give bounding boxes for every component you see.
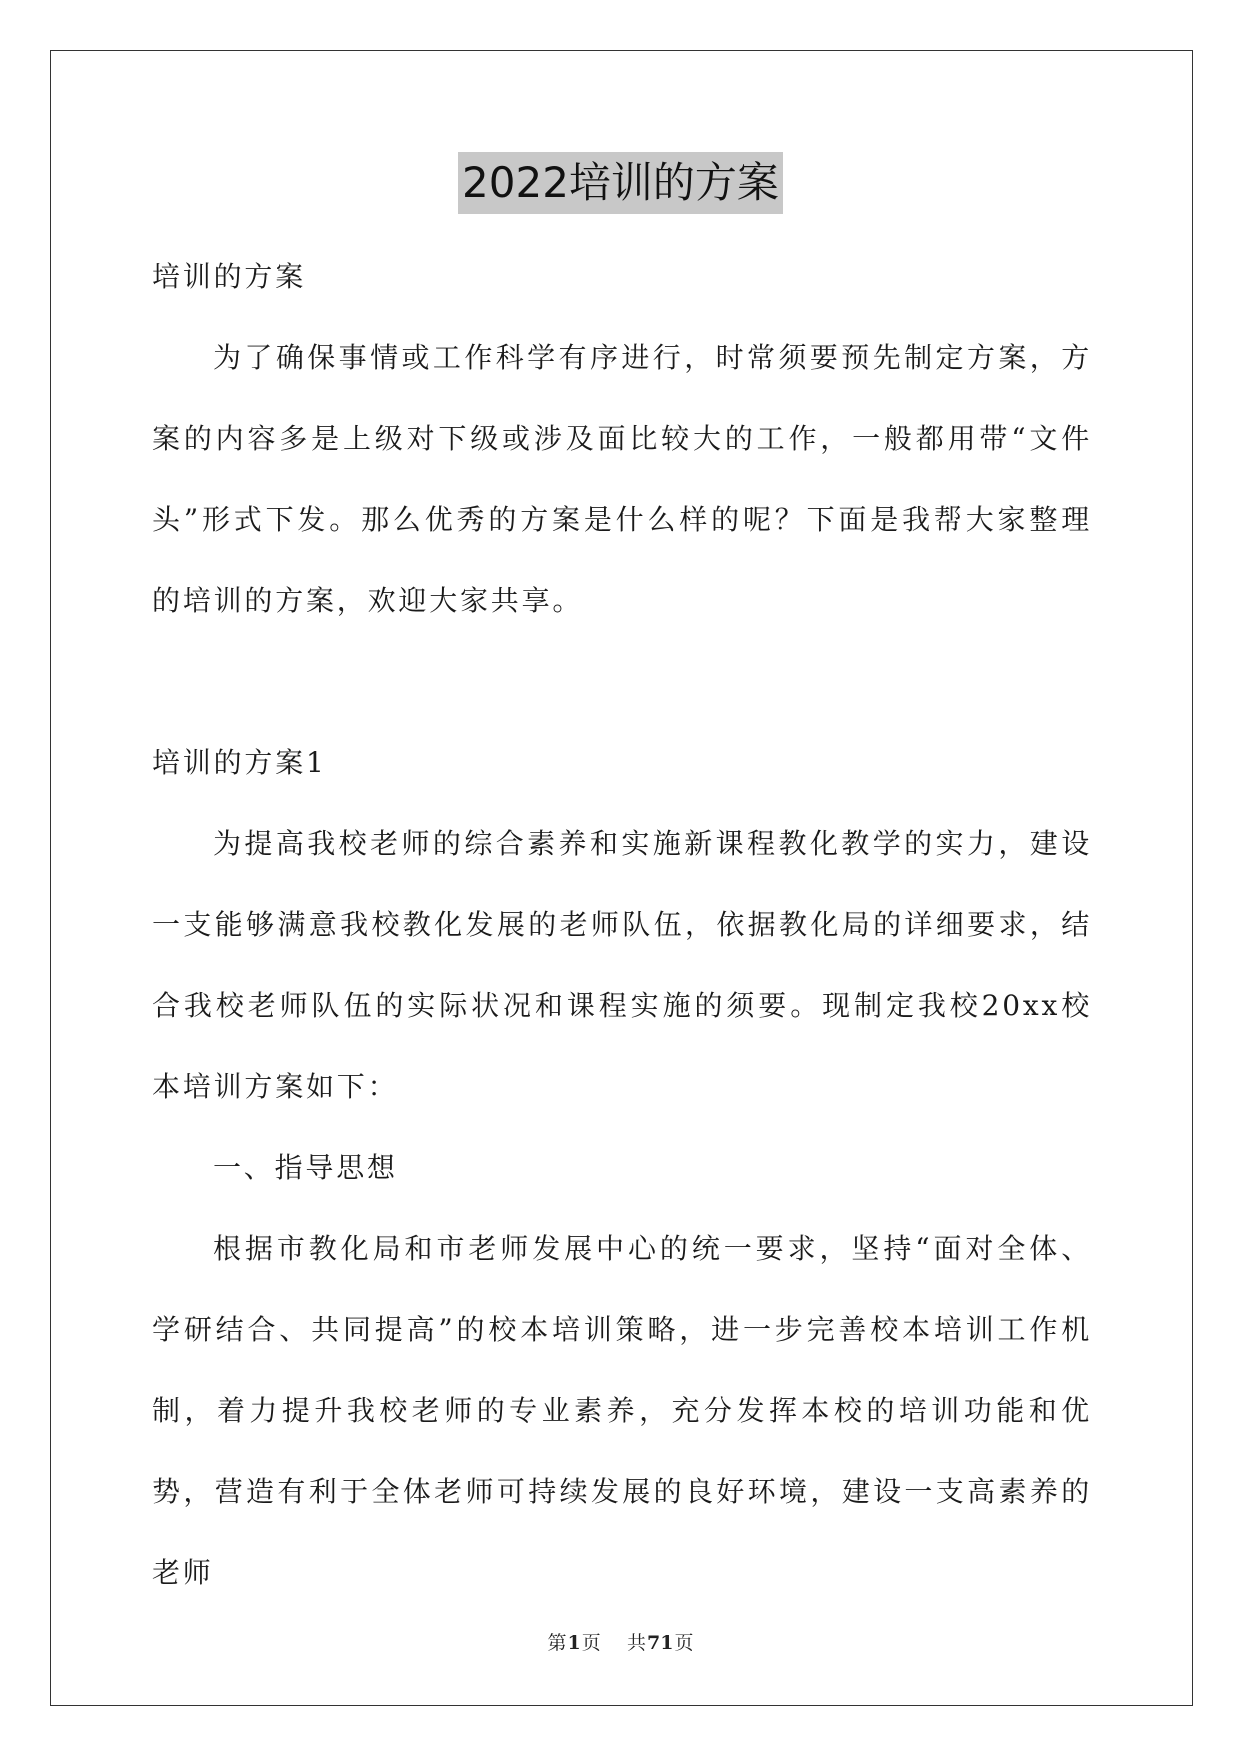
page-number: 1 — [567, 1632, 581, 1654]
total-prefix: 共 — [626, 1632, 646, 1654]
body-paragraph: 根据市教化局和市老师发展中心的统一要求，坚持“面对全体、学研结合、共同提高”的校本培训策略，进一步完善校本培训工作机制，着力提升我校老师的专业素养，充分发挥本校的培训功能和优势，营造有利于全体老师可持续发展的良好环境，建设一支高素养的老师 — [152, 1232, 1092, 1589]
section-heading-1: 培训的方案1 — [152, 746, 327, 779]
subheading-guiding-thought: 一、指导思想 — [213, 1151, 398, 1184]
section-heading: 培训的方案 — [152, 260, 307, 293]
total-suffix: 页 — [674, 1632, 694, 1654]
document-title: 2022培训的方案 — [458, 152, 783, 214]
intro-paragraph: 为了确保事情或工作科学有序进行，时常须要预先制定方案，方案的内容多是上级对下级或涉及面比较大的工作，一般都用带“文件头”形式下发。那么优秀的方案是什么样的呢？下面是我帮大家整理的培训的方案，欢迎大家共享。 — [152, 341, 1092, 617]
page-prefix: 第 — [547, 1632, 567, 1654]
page-footer — [0, 1628, 1241, 1655]
body-paragraph: 为提高我校老师的综合素养和实施新课程教化教学的实力，建设一支能够满意我校教化发展的老师队伍，依据教化局的详细要求，结合我校老师队伍的实际状况和课程实施的须要。现制定我校20xx校本培训方案如下： — [152, 827, 1092, 1103]
page-suffix: 页 — [581, 1632, 601, 1654]
total-pages: 71 — [646, 1632, 674, 1654]
spacer — [152, 641, 1092, 722]
title-container — [0, 152, 1241, 214]
document-body — [152, 236, 1092, 1613]
